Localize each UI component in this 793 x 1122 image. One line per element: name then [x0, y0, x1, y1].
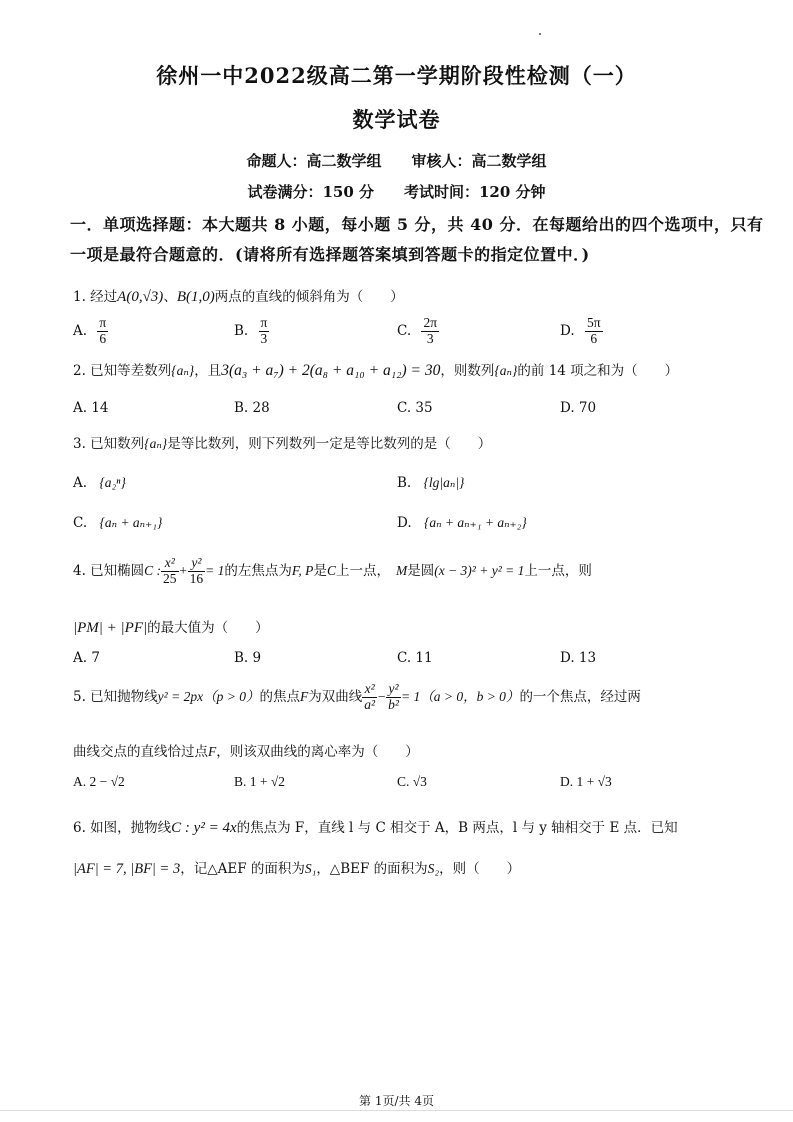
option-label: C. — [73, 515, 88, 531]
q4-curve: C : — [144, 562, 162, 578]
q5-text-mid2: 为双曲线 — [308, 688, 363, 705]
denominator: 16 — [189, 570, 204, 586]
numerator: π — [260, 315, 268, 330]
q4-text-pre: 4. 已知椭圆 — [73, 562, 145, 579]
q1-option-c-fraction — [421, 316, 439, 347]
option-label: B. — [234, 322, 249, 339]
q1-option-d — [560, 316, 603, 347]
question-6-line1 — [73, 816, 678, 837]
q5-text-mid: 的焦点 — [259, 688, 300, 705]
q4-c: C — [326, 562, 336, 578]
q4-text-post: 上一点，则 — [524, 562, 592, 579]
q4-option-c: C. 11 — [397, 650, 433, 666]
q3-seq: {aₙ} — [144, 436, 168, 451]
question-3 — [73, 432, 491, 452]
q5-line2-post: ，则该双曲线的离心率为（ ） — [216, 744, 419, 760]
q5-option-b: B. 1 + √2 — [234, 774, 286, 789]
q5-minus: − — [377, 688, 387, 704]
question-4-line2 — [73, 616, 269, 637]
numerator: 5π — [586, 315, 601, 330]
question-1 — [73, 285, 404, 306]
q4-text-mid2: 是 — [313, 562, 327, 579]
q6-s2: S₂ — [427, 861, 440, 876]
q1-sep: 、 — [163, 289, 177, 305]
q2-text-mid: ，且 — [194, 363, 222, 379]
section-heading-line1: 一．单项选择题：本大题共 8 小题，每小题 5 分，共 40 分．在每题给出的四个选项中，只有 — [70, 215, 764, 234]
question-5-line2 — [73, 740, 419, 760]
q5-fraction-1 — [362, 682, 377, 713]
option-expr: {lg|aₙ|} — [423, 475, 465, 490]
q5-f: F — [299, 688, 309, 704]
q6-line2-mid: ，记△AEF 的面积为 — [180, 861, 305, 877]
q5-fraction-2 — [386, 682, 401, 713]
q3-text-pre: 3. 已知数列 — [73, 436, 145, 452]
question-6-line2 — [73, 857, 520, 878]
q4-m: M — [395, 562, 408, 578]
q6-line2-mid2: ，△BEF 的面积为 — [316, 861, 428, 877]
q1-option-b-fraction — [259, 316, 270, 347]
q4-line2-post: 的最大值为（ ） — [147, 620, 269, 636]
numerator: π — [99, 315, 107, 330]
q2-text-post2: 的前 14 项之和为（ ） — [517, 363, 679, 379]
q2-option-d: D. 70 — [560, 400, 597, 416]
page-divider — [0, 1110, 793, 1111]
q6-s1: S₁ — [304, 861, 317, 876]
option-expr: {a₂ⁿ} — [99, 475, 126, 490]
q2-option-c: C. 35 — [397, 400, 433, 416]
exam-title: 徐州一中2022级高二第一学期阶段性检测（一） — [156, 63, 637, 88]
denominator: a² — [364, 696, 376, 712]
denominator: 6 — [590, 330, 598, 346]
q1-option-a-fraction — [97, 316, 108, 347]
numerator: x² — [161, 556, 179, 572]
q4-plus: + — [178, 562, 188, 578]
option-label: D. — [560, 322, 575, 339]
q5-eq: = 1 — [400, 688, 421, 704]
q4-fp: F, P — [291, 562, 314, 578]
q6-line1-expr: C : y² = 4x — [171, 820, 237, 836]
question-2 — [73, 359, 678, 380]
q4-line2-expr: |PM| + |PF| — [73, 620, 148, 636]
q6-line1-post: 的焦点为 F，直线 l 与 C 相交于 A，B 两点，l 与 y 轴相交于 E 点．已知 — [236, 820, 678, 836]
q3-option-d — [397, 515, 527, 531]
q4-eq: = 1 — [205, 562, 225, 578]
q2-seq: {aₙ} — [171, 363, 195, 378]
q4-option-d: D. 13 — [560, 650, 597, 666]
q5-cond2: （a > 0，b > 0） — [420, 688, 520, 704]
q4-text-mid4: 是圆 — [407, 562, 435, 579]
option-expr: {aₙ + aₙ₊₁} — [99, 515, 163, 530]
q1-option-a — [73, 316, 108, 347]
q5-text-pre: 5. 已知抛物线 — [73, 688, 158, 705]
q5-parabola: y² = 2px — [157, 688, 204, 704]
section-heading-line2: 一项是最符合题意的．(请将所有选择题答案填到答题卡的指定位置中．) — [70, 245, 590, 264]
q5-option-c: C. √3 — [397, 774, 427, 789]
q1-text-post: 两点的直线的倾斜角为（ ） — [214, 289, 404, 305]
q1-option-c — [397, 316, 439, 347]
q5-option-d: D. 1 + √3 — [560, 774, 612, 789]
denominator: 6 — [99, 330, 107, 346]
option-expr: {aₙ + aₙ₊₁ + aₙ₊₂} — [423, 515, 527, 530]
q5-text-post: 的一个焦点，经过两 — [519, 688, 641, 705]
q2-seq2: {aₙ} — [494, 363, 518, 378]
q5-cond: （p > 0） — [203, 688, 260, 704]
denominator: 25 — [163, 570, 177, 586]
q1-point-a: A(0,√3) — [117, 289, 164, 305]
q6-line2-post: ，则（ ） — [439, 861, 521, 877]
option-label: B. — [397, 475, 412, 491]
q2-text-post1: ，则数列 — [440, 363, 495, 379]
q4-fraction-1 — [161, 556, 179, 587]
q4-option-b: B. 9 — [234, 650, 262, 666]
q1-option-d-fraction — [585, 316, 603, 347]
q3-option-b — [397, 475, 464, 491]
denominator: 3 — [260, 330, 268, 346]
q4-fraction-2 — [188, 556, 206, 587]
q2-option-b: B. 28 — [234, 400, 270, 416]
option-label: A. — [73, 475, 88, 491]
exam-authors: 命题人：高二数学组 审核人：高二数学组 — [246, 152, 547, 170]
q5-option-a: A. 2 − √2 — [73, 774, 125, 789]
exam-info: 试卷满分：150 分 考试时间：120 分钟 — [247, 183, 546, 201]
option-label: A. — [73, 322, 88, 339]
question-4-line1 — [73, 556, 592, 587]
q4-text-mid: 的左焦点为 — [224, 562, 292, 579]
q5-line2-text: 曲线交点的直线恰过点 — [73, 744, 208, 760]
q4-text-mid3: 上一点， — [335, 562, 390, 579]
q3-option-a — [73, 475, 126, 491]
q6-line2-expr: |AF| = 7, |BF| = 3 — [73, 861, 181, 877]
option-label: C. — [397, 322, 412, 339]
numerator: x² — [362, 682, 377, 698]
q2-expression: 3(a₃ + a₇) + 2(a₈ + a₁₀ + a₁₂) = 30 — [221, 362, 441, 379]
q4-circle: (x − 3)² + y² = 1 — [434, 562, 525, 578]
option-label: D. — [397, 515, 412, 531]
q5-line2-f: F — [208, 744, 217, 759]
numerator: 2π — [423, 315, 438, 330]
q3-text-post: 是等比数列，则下列数列一定是等比数列的是（ ） — [167, 436, 492, 452]
q4-option-a: A. 7 — [73, 650, 100, 666]
q1-option-b — [234, 316, 269, 347]
q1-point-b: B(1,0) — [176, 289, 215, 305]
q6-line1-pre: 6. 如图，抛物线 — [73, 820, 172, 836]
question-5-line1 — [73, 682, 641, 713]
q2-option-a: A. 14 — [73, 400, 109, 416]
q2-text-pre: 2. 已知等差数列 — [73, 363, 172, 379]
denominator: b² — [388, 696, 399, 712]
exam-subtitle: 数学试卷 — [352, 107, 441, 132]
numerator: y² — [386, 682, 401, 698]
q1-text-pre: 1. 经过 — [73, 289, 118, 305]
denominator: 3 — [426, 330, 434, 346]
scan-dot — [539, 33, 541, 35]
q3-option-c — [73, 515, 162, 531]
numerator: y² — [188, 556, 206, 572]
page-footer: 第 1页/共 4页 — [359, 1094, 434, 1108]
